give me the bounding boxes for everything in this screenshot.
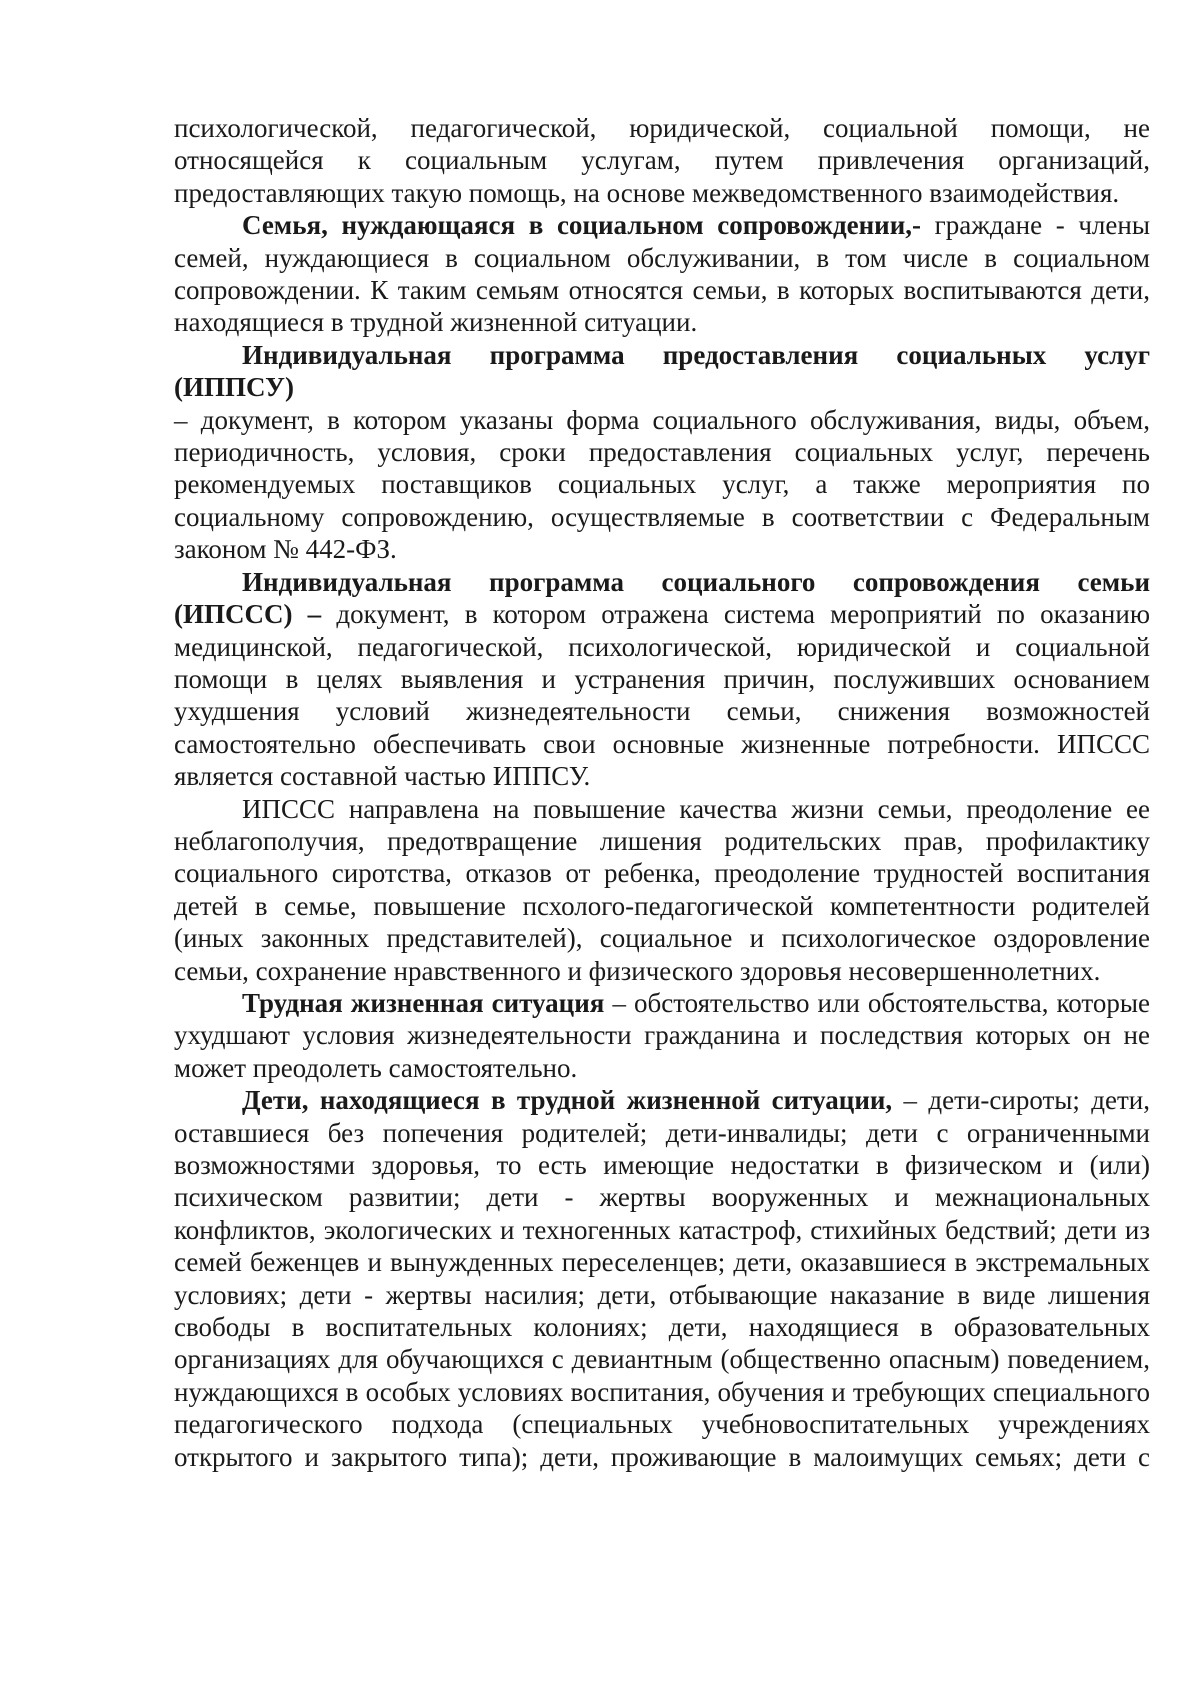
- paragraph-6-term: Трудная жизненная ситуация: [242, 987, 605, 1018]
- paragraph-4-term: Индивидуальная программа социального сопровождения семьи (ИПССС) –: [174, 566, 1150, 630]
- paragraph-3-heading-2: [174, 371, 1150, 403]
- document-body: [174, 112, 1150, 1473]
- paragraph-4-text: документ, в котором отражена система мероприятий по оказанию медицинской, педагогической, психологической, юридической и социальной помощи в целях выявления и устранения причин, послуживших основанием ухудшения условий жизнедеятельности семьи, снижения возможностей самостоятельно обеспечивать свои основные жизненные потребности. ИПССС является составной частью ИППСУ.: [174, 599, 1150, 792]
- paragraph-1-text: психологической, педагогической, юридической, социальной помощи, не относящейся к социальным услугам, путем привлечения организаций, предоставляющих такую помощь, на основе межведомственного взаимодействия.: [174, 113, 1150, 208]
- paragraph-2-term: Семья, нуждающаяся в социальном сопровождении,-: [242, 210, 922, 241]
- paragraph-7: [174, 1084, 1150, 1473]
- paragraph-7-term: Дети, находящиеся в трудной жизненной ситуации,: [242, 1085, 893, 1116]
- paragraph-5-text: ИПССС направлена на повышение качества жизни семьи, преодоление ее неблагополучия, предотвращение лишения родительских прав, профилактику социального сиротства, отказов от ребенка, преодоление трудностей воспитания детей в семье, повышение псхолого-педагогической компетентности родителей (иных законных представителей), социальное и психологическое оздоровление семьи, сохранение нравственного и физического здоровья несовершеннолетних.: [174, 793, 1150, 986]
- paragraph-2-text: граждане - члены семей, нуждающиеся в социальном обслуживании, в том числе в социальном сопровождении. К таким семьям относятся семьи, в которых воспитываются дети, находящиеся в трудной жизненной ситуации.: [174, 210, 1150, 338]
- paragraph-5: [174, 793, 1150, 987]
- paragraph-3-term-line2: (ИППСУ): [174, 372, 294, 403]
- paragraph-2: [174, 209, 1150, 339]
- paragraph-6-text: – обстоятельство или обстоятельства, которые ухудшают условия жизнедеятельности гражданина и последствия которых он не может преодолеть самостоятельно.: [174, 987, 1150, 1083]
- paragraph-3-term-line1: Индивидуальная программа предоставления социальных услуг: [242, 339, 1150, 370]
- paragraph-3-text: – документ, в котором указаны форма социального обслуживания, виды, объем, периодичность, условия, сроки предоставления социальных услуг, перечень рекомендуемых поставщиков социальных услуг, а также мероприятия по социальному сопровождению, осуществляемые в соответствии с Федеральным законом № 442-ФЗ.: [174, 404, 1150, 565]
- paragraph-7-text: – дети-сироты; дети, оставшиеся без попечения родителей; дети-инвалиды; дети с ограниченными возможностями здоровья, то есть имеющие недостатки в физическом и (или) психическом развитии; дети - жертвы вооруженных и межнациональных конфликтов, экологических и техногенных катастроф, стихийных бедствий; дети из семей беженцев и вынужденных переселенцев; дети, оказавшиеся в экстремальных условиях; дети - жертвы насилия; дети, отбывающие наказание в виде лишения свободы в воспитательных колониях; дети, находящиеся в образовательных организациях для обучающихся с девиантным (общественно опасным) поведением, нуждающихся в особых условиях воспитания, обучения и требующих специального педагогического подхода (специальных учебновоспитательных учреждениях открытого и закрытого типа); дети, проживающие в малоимущих семьях; дети с: [174, 1085, 1150, 1472]
- paragraph-4: [174, 566, 1150, 793]
- paragraph-1: [174, 112, 1150, 209]
- paragraph-6: [174, 987, 1150, 1084]
- paragraph-3-heading: [174, 339, 1150, 371]
- paragraph-3: [174, 404, 1150, 566]
